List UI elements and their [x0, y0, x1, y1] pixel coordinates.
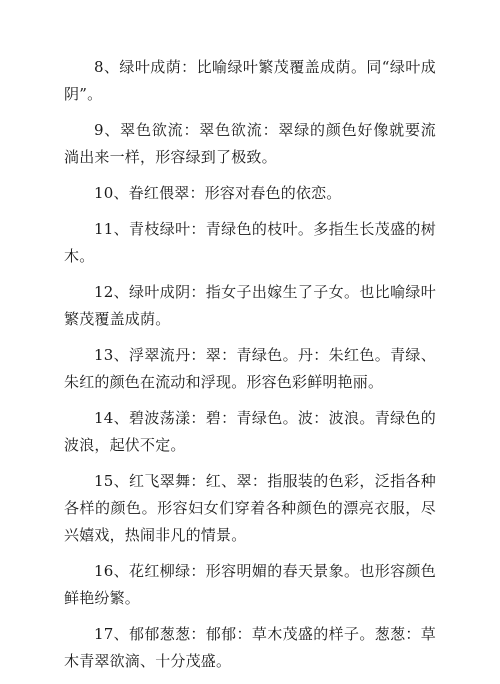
idiom-entry-8: 8、绿叶成荫：比喻绿叶繁茂覆盖成荫。同“绿叶成阴”。 — [64, 58, 436, 103]
idiom-entry-16: 16、花红柳绿：形容明媚的春天景象。也形容颜色鲜艳纷繁。 — [64, 562, 436, 607]
idiom-entry-12: 12、绿叶成阴：指女子出嫁生了子女。也比喻绿叶繁茂覆盖成荫。 — [64, 283, 436, 328]
idiom-entry-11: 11、青枝绿叶：青绿色的枝叶。多指生长茂盛的树木。 — [64, 220, 436, 265]
idiom-list — [64, 54, 436, 684]
idiom-entry-15: 15、红飞翠舞：红、翠：指服装的色彩，泛指各种各样的颜色。形容妇女们穿着各种颜色的漂亮衣服，尽兴嬉戏，热闹非凡的情景。 — [64, 472, 436, 544]
idiom-entry-14: 14、碧波荡漾：碧：青绿色。波：波浪。青绿色的波浪，起伏不定。 — [64, 409, 436, 454]
idiom-entry-17: 17、郁郁葱葱：郁郁：草木茂盛的样子。葱葱：草木青翠欲滴、十分茂盛。 — [64, 625, 436, 670]
idiom-entry-10: 10、眷红偎翠：形容对春色的依恋。 — [94, 184, 342, 202]
idiom-entry-13: 13、浮翠流丹：翠：青绿色。丹：朱红色。青绿、朱红的颜色在流动和浮现。形容色彩鲜明艳丽。 — [64, 346, 436, 391]
idiom-entry-9: 9、翠色欲流：翠色欲流：翠绿的颜色好像就要流淌出来一样，形容绿到了极致。 — [64, 121, 436, 166]
